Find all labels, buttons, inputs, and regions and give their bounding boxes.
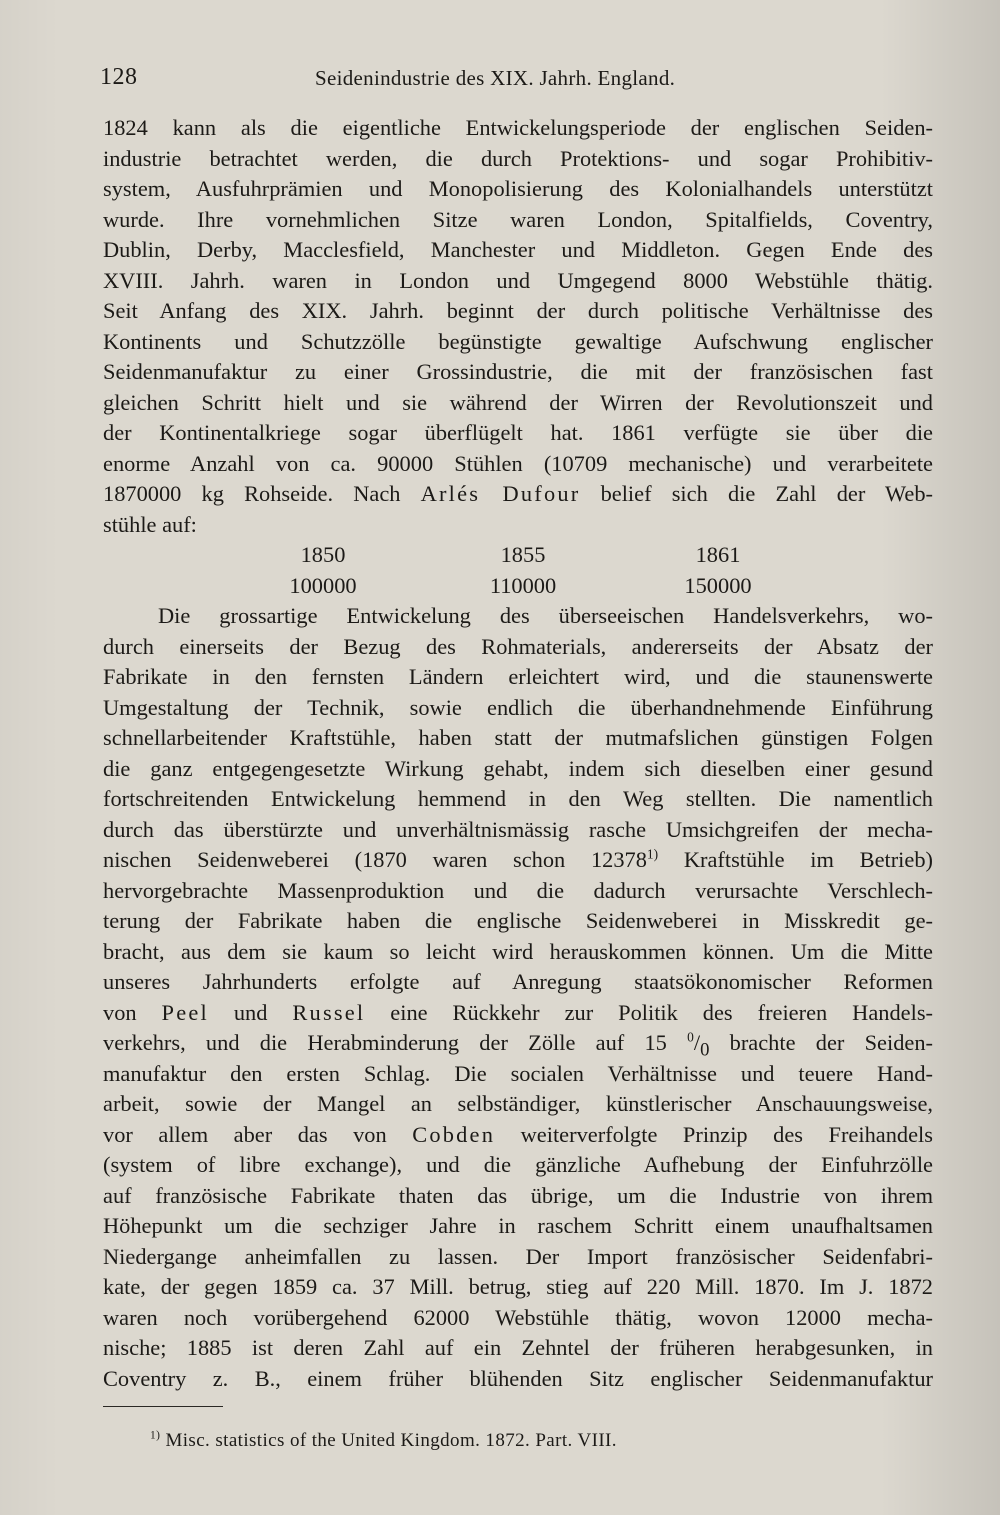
text-line: die ganz entgegengesetzte Wirkung gehabt, indem sich dieselben einer gesund <box>103 755 933 781</box>
text-line: Die grossartige Entwickelung des überseeischen Handelsverkehrs, wo- <box>158 603 933 628</box>
text-line: XVIII. Jahrh. waren in London und Umgegend 8000 Webstühle thätig. <box>103 267 933 293</box>
text-line: wurde. Ihre vornehmlichen Sitze waren London, Spitalfields, Coventry, <box>103 206 933 232</box>
person-name: Russel <box>292 999 366 1025</box>
text-line: arbeit, sowie der Mangel an selbständiger, künstlerischer Anschauungsweise, <box>103 1091 933 1116</box>
footnote-reference: 1) <box>646 846 659 862</box>
person-name: Peel <box>161 999 209 1025</box>
text-fragment: von <box>103 999 162 1025</box>
text-line <box>103 1120 933 1151</box>
text-fragment: eine Rückkehr zur Politik des freieren Handels- <box>365 999 933 1025</box>
table-cell-year: 1855 <box>500 542 546 567</box>
percent-sign-top: 0 <box>687 1029 694 1045</box>
page-number: 128 <box>100 64 138 90</box>
text-line: system, Ausfuhrprämien und Monopolisierung des Kolonialhandels unterstützt <box>103 176 933 201</box>
footnote-text: Misc. statistics of the United Kingdom. 1872. Part. VIII. <box>160 1430 617 1451</box>
text-line: kate, der gegen 1859 ca. 37 Mill. betrug, stieg auf 220 Mill. 1870. Im J. 1872 <box>103 1274 933 1299</box>
text-fragment: nischen Seidenweberei (1870 waren schon 12378 <box>103 847 647 872</box>
text-line <box>103 998 933 1029</box>
text-line: manufaktur den ersten Schlag. Die socialen Verhältnisse und teuere Hand- <box>103 1060 933 1086</box>
text-line: durch einerseits der Bezug des Rohmaterials, andererseits der Absatz der <box>103 633 933 659</box>
text-line: stühle auf: <box>103 511 197 537</box>
text-line: Kontinents und Schutzzölle begünstigte gewaltige Aufschwung englischer <box>103 328 933 354</box>
text-line: nische; 1885 ist deren Zahl auf ein Zehntel der früheren herabgesunken, in <box>103 1335 933 1360</box>
text-fragment: Kraftstühle im Betrieb) <box>658 847 933 872</box>
text-line: waren noch vorübergehend 62000 Webstühle thätig, wovon 12000 mecha- <box>103 1304 933 1330</box>
table-cell-year: 1861 <box>695 542 741 567</box>
text-line: Seidenmanufaktur zu einer Grossindustrie, die mit der französischen fast <box>103 359 933 384</box>
looms-table-years-row <box>103 540 933 571</box>
footnote <box>150 1430 617 1452</box>
footnote-rule <box>103 1406 223 1407</box>
text-line: terung der Fabrikate haben die englische Seidenweberei in Misskredit ge- <box>103 908 933 933</box>
text-line: enorme Anzahl von ca. 90000 Stühlen (10709 mechanische) und verarbeitete <box>103 450 933 476</box>
table-cell-year: 1850 <box>300 542 346 567</box>
text-line: hervorgebrachte Massenproduktion und die dadurch verursachte Verschlech- <box>103 877 933 903</box>
percent-sign-bottom: 0 <box>700 1039 710 1061</box>
text-fragment: 1870000 kg Rohseide. Nach <box>103 481 421 506</box>
text-fragment: brachte der Seiden- <box>709 1030 933 1055</box>
text-line: gleichen Schritt hielt und sie während der Wirren der Revolutionszeit und <box>103 389 933 415</box>
text-fragment: belief sich die Zahl der Web- <box>580 481 933 506</box>
text-line: Fabrikate in den fernsten Ländern erleichtert wird, und die staunenswerte <box>103 664 933 689</box>
table-cell-count: 100000 <box>289 572 357 598</box>
text-fragment: und <box>208 999 293 1025</box>
page-header <box>100 64 930 94</box>
text-line: bracht, aus dem sie kaum so leicht wird herauskommen können. Um die Mitte <box>103 938 933 964</box>
text-line: industrie betrachtet werden, die durch Protektions- und sogar Prohibitiv- <box>103 145 933 171</box>
text-line: Coventry z. B., einem früher blühenden Sitz englischer Seidenmanufaktur <box>103 1365 933 1391</box>
text-line: 1824 kann als die eigentliche Entwickelungsperiode der englischen Seiden- <box>103 115 933 140</box>
running-title: Seidenindustrie des XIX. Jahrh. England. <box>315 66 676 90</box>
text-line: schnellarbeitender Kraftstühle, haben statt der mutmafslichen günstigen Folgen <box>103 725 933 750</box>
main-text <box>103 113 933 1394</box>
table-cell-count: 110000 <box>489 572 557 598</box>
text-line: fortschreitenden Entwickelung hemmend in den Weg stellten. Die namentlich <box>103 786 933 811</box>
text-line: Seit Anfang des XIX. Jahrh. beginnt der durch politische Verhältnisse des <box>103 298 933 323</box>
text-fragment: verkehrs, und die Herabminderung der Zölle auf 15 <box>103 1030 688 1055</box>
text-line: unseres Jahrhunderts erfolgte auf Anregung staatsökonomischer Reformen <box>103 969 933 994</box>
text-line: durch das überstürzte und unverhältnismässig rasche Umsichgreifen der mecha- <box>103 816 933 842</box>
text-line: (system of libre exchange), und die gänzliche Aufhebung der Einfuhrzölle <box>103 1152 933 1177</box>
text-line <box>103 479 933 510</box>
text-line: Höhepunkt um die sechziger Jahre in raschem Schritt einem unaufhaltsamen <box>103 1213 933 1238</box>
text-line: auf französische Fabrikate thaten das übrige, um die Industrie von ihrem <box>103 1182 933 1208</box>
text-fragment: vor allem aber das von <box>103 1121 413 1147</box>
footnote-marker: 1) <box>150 1429 161 1442</box>
text-line <box>103 845 933 876</box>
text-line: Dublin, Derby, Macclesfield, Manchester und Middleton. Gegen Ende des <box>103 237 933 262</box>
table-cell-count: 150000 <box>684 572 752 598</box>
author-name: Arlés Dufour <box>420 481 581 506</box>
percent-sign-slash: / <box>693 1030 701 1055</box>
text-line: Umgestaltung der Technik, sowie endlich die überhandnehmende Einführung <box>103 694 933 720</box>
text-line <box>103 1028 933 1059</box>
text-line: der Kontinentalkriege sogar überflügelt hat. 1861 verfügte sie über die <box>103 420 933 445</box>
person-name: Cobden <box>412 1121 496 1147</box>
text-fragment: weiterverfolgte Prinzip des Freihandels <box>495 1121 933 1147</box>
looms-table-counts-row <box>103 571 933 602</box>
text-line: Niedergange anheimfallen zu lassen. Der Import französischer Seidenfabri- <box>103 1243 933 1269</box>
